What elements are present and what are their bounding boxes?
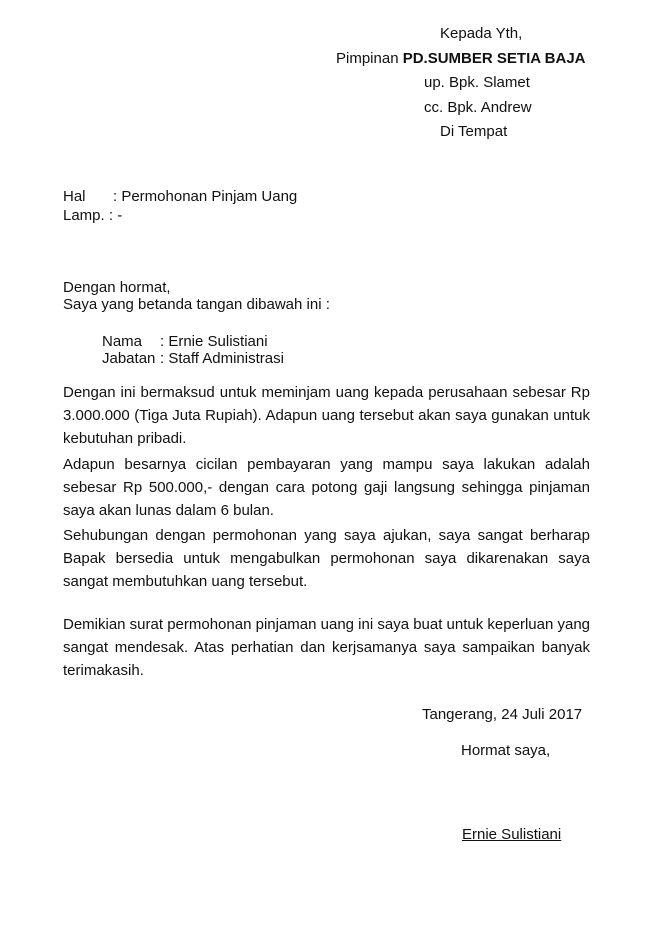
recipient-cc: cc. Bpk. Andrew <box>424 99 532 116</box>
body-paragraph-3: Sehubungan dengan permohonan yang saya ajukan, saya sangat berharap Bapak bersedia untuk mengabulkan permohonan saya dikarenakan saya sangat membutuhkan uang tersebut. <box>63 527 590 590</box>
recipient-company-line <box>336 47 586 70</box>
signature-name: Ernie Sulistiani <box>462 826 562 843</box>
intro-line: Saya yang betanda tangan dibawah ini : <box>63 296 330 313</box>
recipient-prefix: Pimpinan <box>336 50 399 67</box>
name-label: Nama <box>102 333 143 350</box>
position-label: Jabatan <box>102 350 156 367</box>
recipient-up: up. Bpk. Slamet <box>424 74 530 91</box>
subject-hal-label: Hal <box>63 188 86 205</box>
body-paragraph-1: Dengan ini bermaksud untuk meminjam uang kepada perusahaan sebesar Rp 3.000.000 (Tiga Juta Rupiah). Adapun uang tersebut akan saya gunakan untuk kebutuhan pribadi. <box>63 384 590 447</box>
subject-hal-value: : Permohonan Pinjam Uang <box>113 188 298 205</box>
body-paragraph-2: Adapun besarnya cicilan pembayaran yang mampu saya lakukan adalah sebesar Rp 500.000,- dengan cara potong gaji langsung sehingga pinjaman saya akan lunas dalam 6 bulan. <box>63 456 590 519</box>
closing-salutation: Hormat saya, <box>461 742 551 759</box>
recipient-greeting: Kepada Yth, <box>440 25 523 42</box>
place-date: Tangerang, 24 Juli 2017 <box>422 706 583 723</box>
subject-lamp: Lamp. : - <box>63 207 123 224</box>
greeting: Dengan hormat, <box>63 279 171 296</box>
body-paragraph-4: Demikian surat permohonan pinjaman uang ini saya buat untuk keperluan yang sangat mendesak. Atas perhatian dan kerjsamanya saya sampaikan banyak terimakasih. <box>63 616 590 679</box>
recipient-company: PD.SUMBER SETIA BAJA <box>402 50 586 67</box>
position-value: : Staff Administrasi <box>160 350 284 367</box>
name-value: : Ernie Sulistiani <box>160 333 268 350</box>
recipient-place: Di Tempat <box>440 123 508 140</box>
